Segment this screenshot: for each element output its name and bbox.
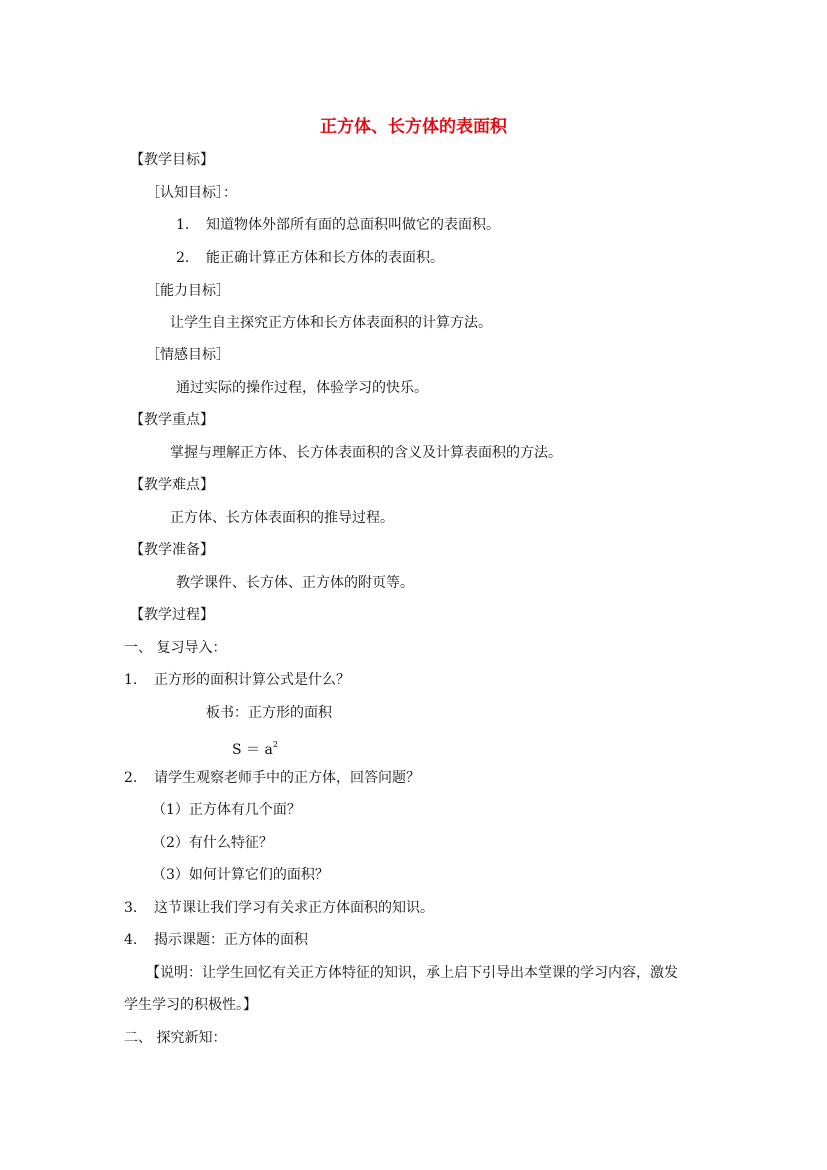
item-number: 1. bbox=[124, 672, 138, 688]
cognitive-item-2 bbox=[176, 248, 444, 268]
key-points-text: 掌握与理解正方体、长方体表面积的含义及计算表面积的方法。 bbox=[170, 445, 562, 461]
item-number: 3. bbox=[124, 900, 138, 916]
heading-preparation: 【教学准备】 bbox=[130, 542, 214, 558]
sub-question-2: （2）有什么特征？ bbox=[152, 835, 273, 851]
heading-objectives: 【教学目标】 bbox=[130, 152, 214, 168]
item-text: 揭示课题：正方体的面积 bbox=[154, 932, 308, 948]
sub-question-1: （1）正方体有几个面？ bbox=[152, 802, 301, 818]
item-text: 这节课让我们学习有关求正方体面积的知识。 bbox=[154, 900, 434, 916]
subheading-cognitive: ［认知目标］： bbox=[146, 185, 237, 201]
subheading-ability: ［能力目标］ bbox=[146, 283, 230, 299]
formula-exponent: 2 bbox=[272, 740, 278, 749]
question-1 bbox=[124, 670, 350, 690]
heading-difficulties: 【教学难点】 bbox=[130, 477, 214, 493]
difficulties-text: 正方体、长方体表面积的推导过程。 bbox=[170, 510, 394, 526]
area-formula bbox=[232, 735, 278, 760]
note-line-1: 【说明：让学生回忆有关正方体特征的知识，承上启下引导出本堂课的学习内容，激发 bbox=[146, 965, 678, 981]
item-text: 知道物体外部所有面的总面积叫做它的表面积。 bbox=[206, 217, 500, 233]
item-text: 正方形的面积计算公式是什么？ bbox=[154, 672, 350, 688]
item-number: 2. bbox=[124, 770, 138, 786]
question-4 bbox=[124, 930, 308, 950]
heading-key-points: 【教学重点】 bbox=[130, 412, 214, 428]
part2-heading: 二、 探究新知： bbox=[124, 1030, 227, 1046]
part1-heading: 一、 复习导入： bbox=[124, 640, 227, 656]
heading-process: 【教学过程】 bbox=[130, 607, 214, 623]
item-number: 4. bbox=[124, 932, 138, 948]
cognitive-item-1 bbox=[176, 215, 500, 235]
board-note: 板书：正方形的面积 bbox=[206, 705, 332, 721]
sub-question-3: （3）如何计算它们的面积？ bbox=[152, 867, 329, 883]
item-text: 请学生观察老师手中的正方体，回答问题？ bbox=[154, 770, 420, 786]
document-title: 正方体、长方体的表面积 bbox=[320, 117, 507, 137]
ability-text: 让学生自主探究正方体和长方体表面积的计算方法。 bbox=[170, 315, 492, 331]
question-2 bbox=[124, 768, 420, 788]
item-number: 2. bbox=[176, 250, 190, 266]
item-text: 能正确计算正方体和长方体的表面积。 bbox=[206, 250, 444, 266]
preparation-text: 教学课件、长方体、正方体的附页等。 bbox=[176, 575, 414, 591]
note-line-2: 学生学习的积极性。】 bbox=[124, 997, 257, 1013]
emotion-text: 通过实际的操作过程，体验学习的快乐。 bbox=[176, 380, 428, 396]
formula-text: S ＝ a bbox=[232, 742, 273, 758]
subheading-emotion: ［情感目标］ bbox=[146, 347, 230, 363]
question-3 bbox=[124, 898, 434, 918]
item-number: 1. bbox=[176, 217, 190, 233]
